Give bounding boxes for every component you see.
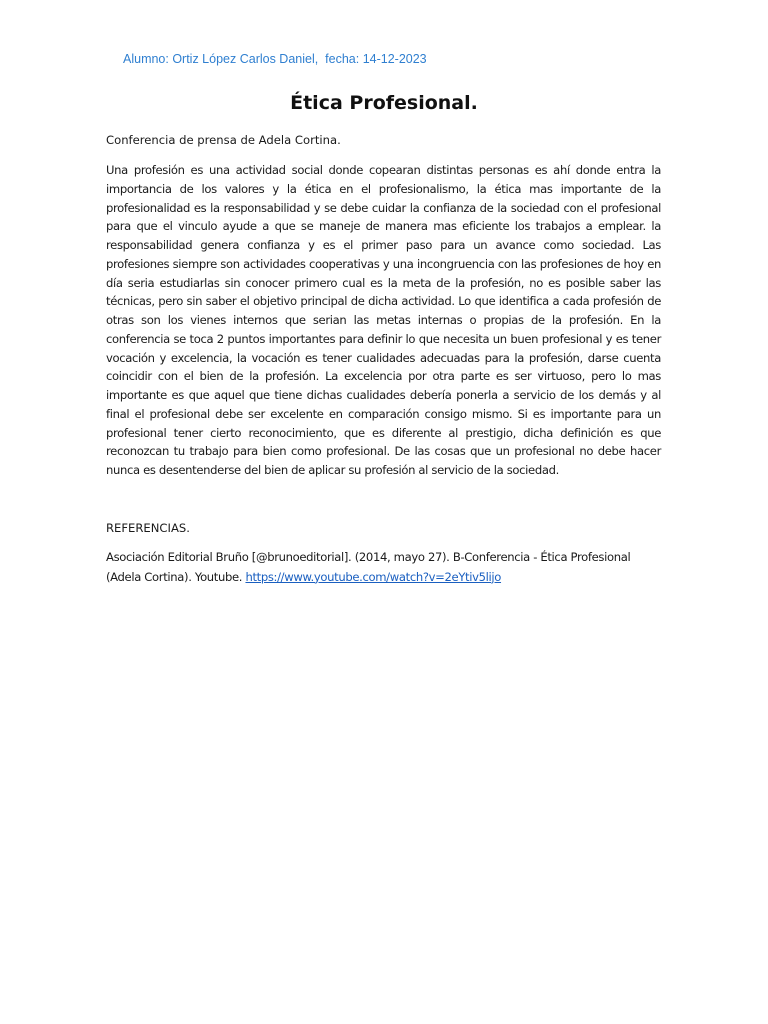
student-info-line: Alumno: Ortiz López Carlos Daniel, fecha: 14-12-2023: [123, 52, 427, 66]
reference-youtube-link[interactable]: https://www.youtube.com/watch?v=2eYtiv5lijo: [245, 569, 502, 584]
document-body-paragraph: Una profesión es una actividad social donde copearan distintas personas es ahí donde entra la importancia de los valores y la ética en el profesionalismo, la ética mas importante de la profesionalidad es la responsabilidad y se debe cuidar la confianza de la sociedad con el profesional para que el vinculo ayude a que se maneje de manera mas eficiente los trabajos a emplear. la responsabilidad genera confianza y es el primer paso para un avance como sociedad. Las profesiones siempre son actividades cooperativas y una incongruencia con las profesiones de hoy en día seria estudiarlas sin conocer primero cual es la meta de la profesión, no es posible saber las técnicas, pero sin saber el objetivo principal de dicha actividad. Lo que identifica a cada profesión de otras son los vienes internos que serian las metas internas o propias de la profesión. En la conferencia se toca 2 puntos importantes para definir lo que necesita un buen profesional y es tener vocación y excelencia, la vocación es tener cualidades adecuadas para la profesión, darse cuenta coincidir con el bien de la profesión. La excelencia por otra parte es ser virtuoso, pero lo mas importante es que aquel que tiene dichas cualidades debería ponerla a servicio de los demás y al final el profesional debe ser excelente en comparación consigo mismo. Si es importante para un profesional tener cierto reconocimiento, que es diferente al prestigio, dicha definición es que reconozcan tu trabajo para bien como profesional. De las cosas que un profesional no debe hacer nunca es desentenderse del bien de aplicar su profesión al servicio de la sociedad.: [106, 163, 661, 477]
reference-entry-text: Asociación Editorial Bruño [@brunoeditorial]. (2014, mayo 27). B-Conferencia - Ética Profesional (Adela Cortina). Youtube.: [106, 550, 631, 584]
reference-entry: [106, 548, 666, 587]
references-heading: REFERENCIAS.: [106, 521, 190, 535]
document-title: Ética Profesional.: [290, 92, 478, 114]
document-subtitle: Conferencia de prensa de Adela Cortina.: [106, 133, 341, 147]
